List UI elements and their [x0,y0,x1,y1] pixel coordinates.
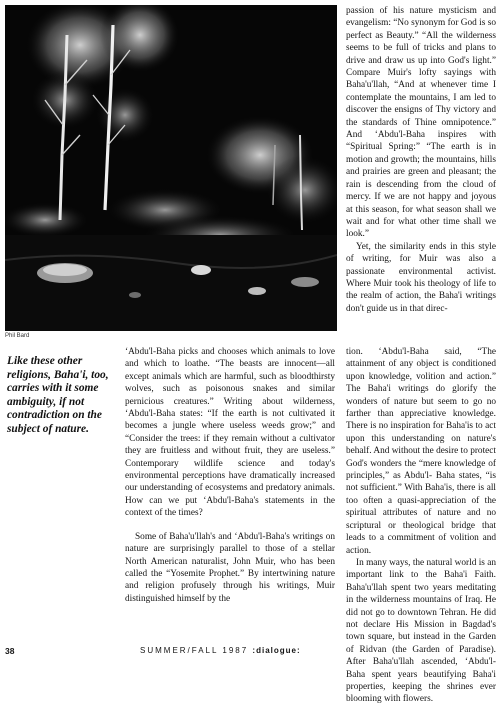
forest-photo [5,5,337,331]
magazine-name: :dialogue: [252,646,301,655]
paragraph: passion of his nature mysticism and evangelism: “No synonym for God is so perfect as Beauty.” “All the wilderness seems to be full of tricks and plans to drive and draw us up into God's light.” Compare Muir's lofty sayings with Baha'u'llah, “And at whenever time I contemplate the mountains, I am led to discover the ensigns of Thy victory and the standards of Thine omnipotence.” And ‘Abdu'l-Baha inspires with “Spiritual Spring:” “The earth is in motion and growth; the mountains, hills and prairies are green and pleasant; the rain is descending from the cloud of mercy. If we are not happy and joyous at this season, for what season shall we wait and for what other time shall we look.” [346,6,496,240]
issue-line [140,646,301,655]
article-column-middle [125,346,335,605]
article-column-right-top [346,5,496,315]
page-number: 38 [5,646,15,656]
paragraph: Some of Baha'u'llah's and ‘Abdu'l-Baha's writings on nature are surprisingly parallel to those of a stellar North American naturalist, John Muir, who has been called the “Yosemite Prophet.” By intertwining nature and religion profusely through his writings, Muir distinguished himself by the [125,531,335,604]
paragraph: Yet, the similarity ends in this style of writing, for Muir was also a passionate environmental activist. Where Muir took his theology of life to the realm of action, the Baha'i writings don't guide us in that direc- [346,241,496,314]
paragraph: ‘Abdu'l-Baha picks and chooses which animals to love and which to loathe. “The beasts are innocent—all except animals which are harmful, such as bloodthirsty wolves, such as poisonous snakes and similar pernicious creatures.” Writing about wilderness, ‘Abdu'l-Baha states: “If the earth is not cultivated it becomes a jungle where useless weeds grow;” and “Consider the trees: if they remain without a cultivator they are fruitless and without fruit, they are useless.” Contemporary wildlife science and today's environmental perceptions have dramatically increased our understanding of ecosystems and predatory animals. How can we put ‘Abdu'l-Baha's statements in the context of the times? [125,347,335,519]
paragraph: In many ways, the natural world is an important link to the Baha'i Faith. Baha'u'llah spent two years meditating in the wilderness mountains of Iraq. He did not go to downtown Tehran. He did not declare His Mission in Bagdad's town square, but instead in the Garden of Ridvan (the Garden of Paradise). After Baha'u'llah ascended, ‘Abdu'l-Baha spent years beautifying Baha'i properties, keeping the shrines ever blooming with flowers. [346,557,496,705]
forest-photo-illustration [5,5,337,331]
issue-date: SUMMER/FALL 1987 [140,646,249,655]
article-column-right-bottom [346,346,496,706]
paragraph: tion. ‘Abdu'l-Baha said, “The attainment of any object is conditioned upon knowledge, volition and action.” The Baha'i writings do glorify the wonders of nature but seem to go no farther than appreciative knowledge. There is no inspiration for Baha'is to act upon this understanding on nature's behalf. And without the desire to protect God's wonders the “mere knowledge of principles,” as Abdu'l- Baha states, “is not sufficient.” With Baha'is, there is all too often a quasi-appreciation of the spiritual attributes of nature and no scriptural or theological bridge that leads to a commitment of volition and action. [346,347,497,556]
pull-quote: Like these other religions, Baha'i, too, carries with it some ambiguity, if not contradiction on the subject of nature. [7,355,109,435]
photo-credit: Phil Bard [5,333,30,339]
